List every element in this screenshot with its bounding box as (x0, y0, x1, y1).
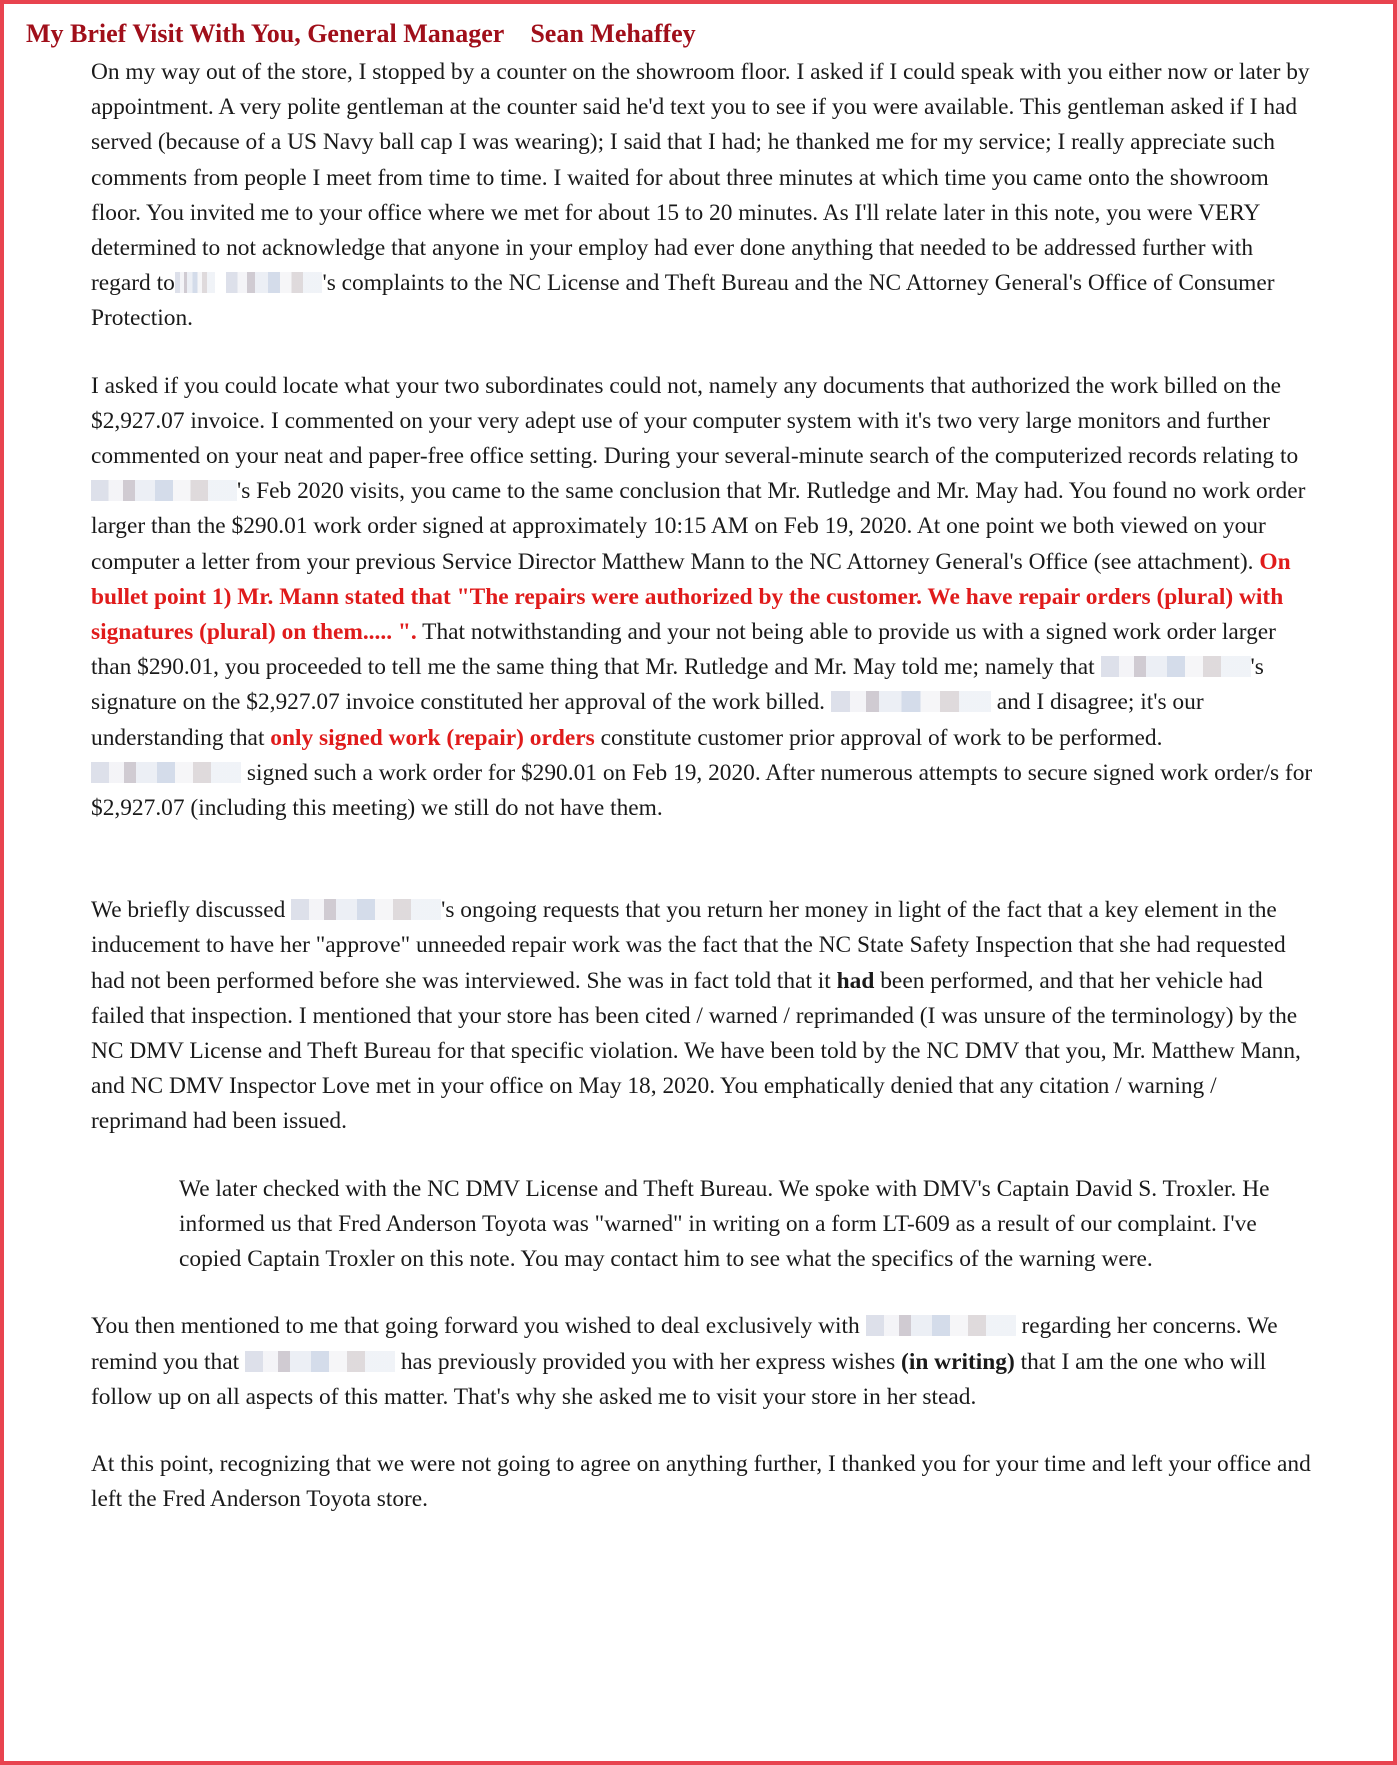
redacted-name (91, 480, 237, 501)
redacted-name (91, 762, 241, 783)
text-run: signed such a work order for $290.01 on Feb 19, 2020. After numerous attempts to secure signed work order/s for $2,927.07 (including this meeting) we still do not have them. (91, 759, 1313, 822)
text-run: been performed, and that her vehicle had failed that inspection. I mentioned that your store has been cited / warned / reprimanded (I was unsure of the terminology) by the NC DMV License and Theft Bureau for that specific violation. We have been told by the NC DMV that you, Mr. Matthew Mann, and NC DMV Inspector Love met in your office on May 18, 2020. You emphatically denied that any citation / warning / reprimand had been issued. (91, 967, 1301, 1135)
paragraph-conclusion (91, 1447, 1316, 1517)
redacted-name (226, 272, 322, 293)
highlighted-phrase: only signed work (repair) orders (270, 724, 595, 751)
paragraph-dmv-followup (179, 1172, 1319, 1278)
text-run: has previously provided you with her express wishes (394, 1348, 902, 1375)
text-run: We briefly discussed (91, 897, 292, 924)
redacted-name (291, 899, 441, 920)
text-run: regarding her concerns. We remind you that (91, 1313, 1278, 1375)
text-run: You then mentioned to me that going forward you wished to deal exclusively with (91, 1313, 866, 1340)
bold-word: had (836, 967, 875, 994)
document-title (26, 19, 696, 49)
paragraph-work-orders (91, 369, 1316, 827)
text-run: 's Feb 2020 visits, you came to the same conclusion that Mr. Rutledge and Mr. May had. You found no work order larger than the $290.01 work order signed at approximately 10:15 AM on Feb 19, 2020. At one point we both viewed on your computer a letter from your previous Service Director Matthew Mann to the NC Attorney General's Office (see attachment). (91, 478, 1306, 575)
recipient-name: Sean Mehaffey (530, 19, 696, 48)
text-run: and I disagree; it's our understanding that (91, 689, 1204, 751)
paragraph-inspection (91, 893, 1316, 1139)
redacted-name (866, 1315, 1016, 1336)
bold-phrase: (in writing) (901, 1348, 1015, 1375)
redacted-name (245, 1351, 395, 1372)
text-run: That notwithstanding and your not being able to provide us with a signed work order larger than $290.01, you proceeded to tell me the same thing that Mr. Rutledge and Mr. May told me; namely that (91, 619, 1276, 681)
title-text: My Brief Visit With You, General Manager (26, 19, 505, 48)
paragraph-store-visit (91, 55, 1316, 337)
text-run: On my way out of the store, I stopped by a counter on the showroom floor. I asked if I could speak with you either now or later by appointment. A very polite gentleman at the counter said he'd text you to see if you were available. This gentleman asked if I had served (because of a US Navy ball cap I was wearing); I said that I had; he thanked me for my service; I really appreciate such comments from people I meet from time to time. I waited for about three minutes at which time you came onto the showroom floor. You invited me to your office where we met for about 15 to 20 minutes. As I'll relate later in this note, you were VERY determined to not acknowledge that anyone in your employ had ever done anything that needed to be addressed further with regard to (91, 59, 1310, 297)
text-run: that I am the one who will follow up on all aspects of this matter. That's why she asked me to visit your store in her stead. (91, 1348, 1267, 1410)
text-run: 's ongoing requests that you return her money in light of the fact that a key element in the inducement to have her "approve" unneeded repair work was the fact that the NC State Safety Inspection that she had requested had not been performed before she was interviewed. She was in fact told that it (91, 897, 1286, 994)
text-run: We later checked with the NC DMV License and Theft Bureau. We spoke with DMV's Captain David S. Troxler. He informed us that Fred Anderson Toyota was "warned" in writing on a form LT-609 as a result of our complaint. I've copied Captain Troxler on this note. You may contact him to see what the specifics of the warning were. (179, 1175, 1270, 1273)
text-run: I asked if you could locate what your two subordinates could not, namely any documents that authorized the work billed on the $2,927.07 invoice. I commented on your very adept use of your computer system with it's two very large monitors and further commented on your neat and paper-free office setting. During your several-minute search of the computerized records relating to (91, 372, 1299, 470)
text-run: 's signature on the $2,927.07 invoice constituted her approval of the work billed. (91, 654, 1264, 716)
redacted-name (175, 272, 215, 293)
redacted-name (1101, 656, 1251, 677)
text-run: constitute customer prior approval of work to be performed. (594, 724, 1163, 751)
redacted-name (831, 691, 991, 712)
highlighted-quote: On bullet point 1) Mr. Mann stated that "The repairs were authorized by the customer. We have repair orders (plural) with signatures (plural) on them..... ". (91, 548, 1291, 646)
text-run: 's complaints to the NC License and Theft Bureau and the NC Attorney General's Office of Consumer Protection. (91, 270, 1275, 332)
text-run: At this point, recognizing that we were not going to agree on anything further, I thanked you for your time and left your office and left the Fred Anderson Toyota store. (91, 1450, 1311, 1513)
document-body (91, 55, 1316, 1517)
paragraph-exclusive-dealing (91, 1309, 1316, 1415)
